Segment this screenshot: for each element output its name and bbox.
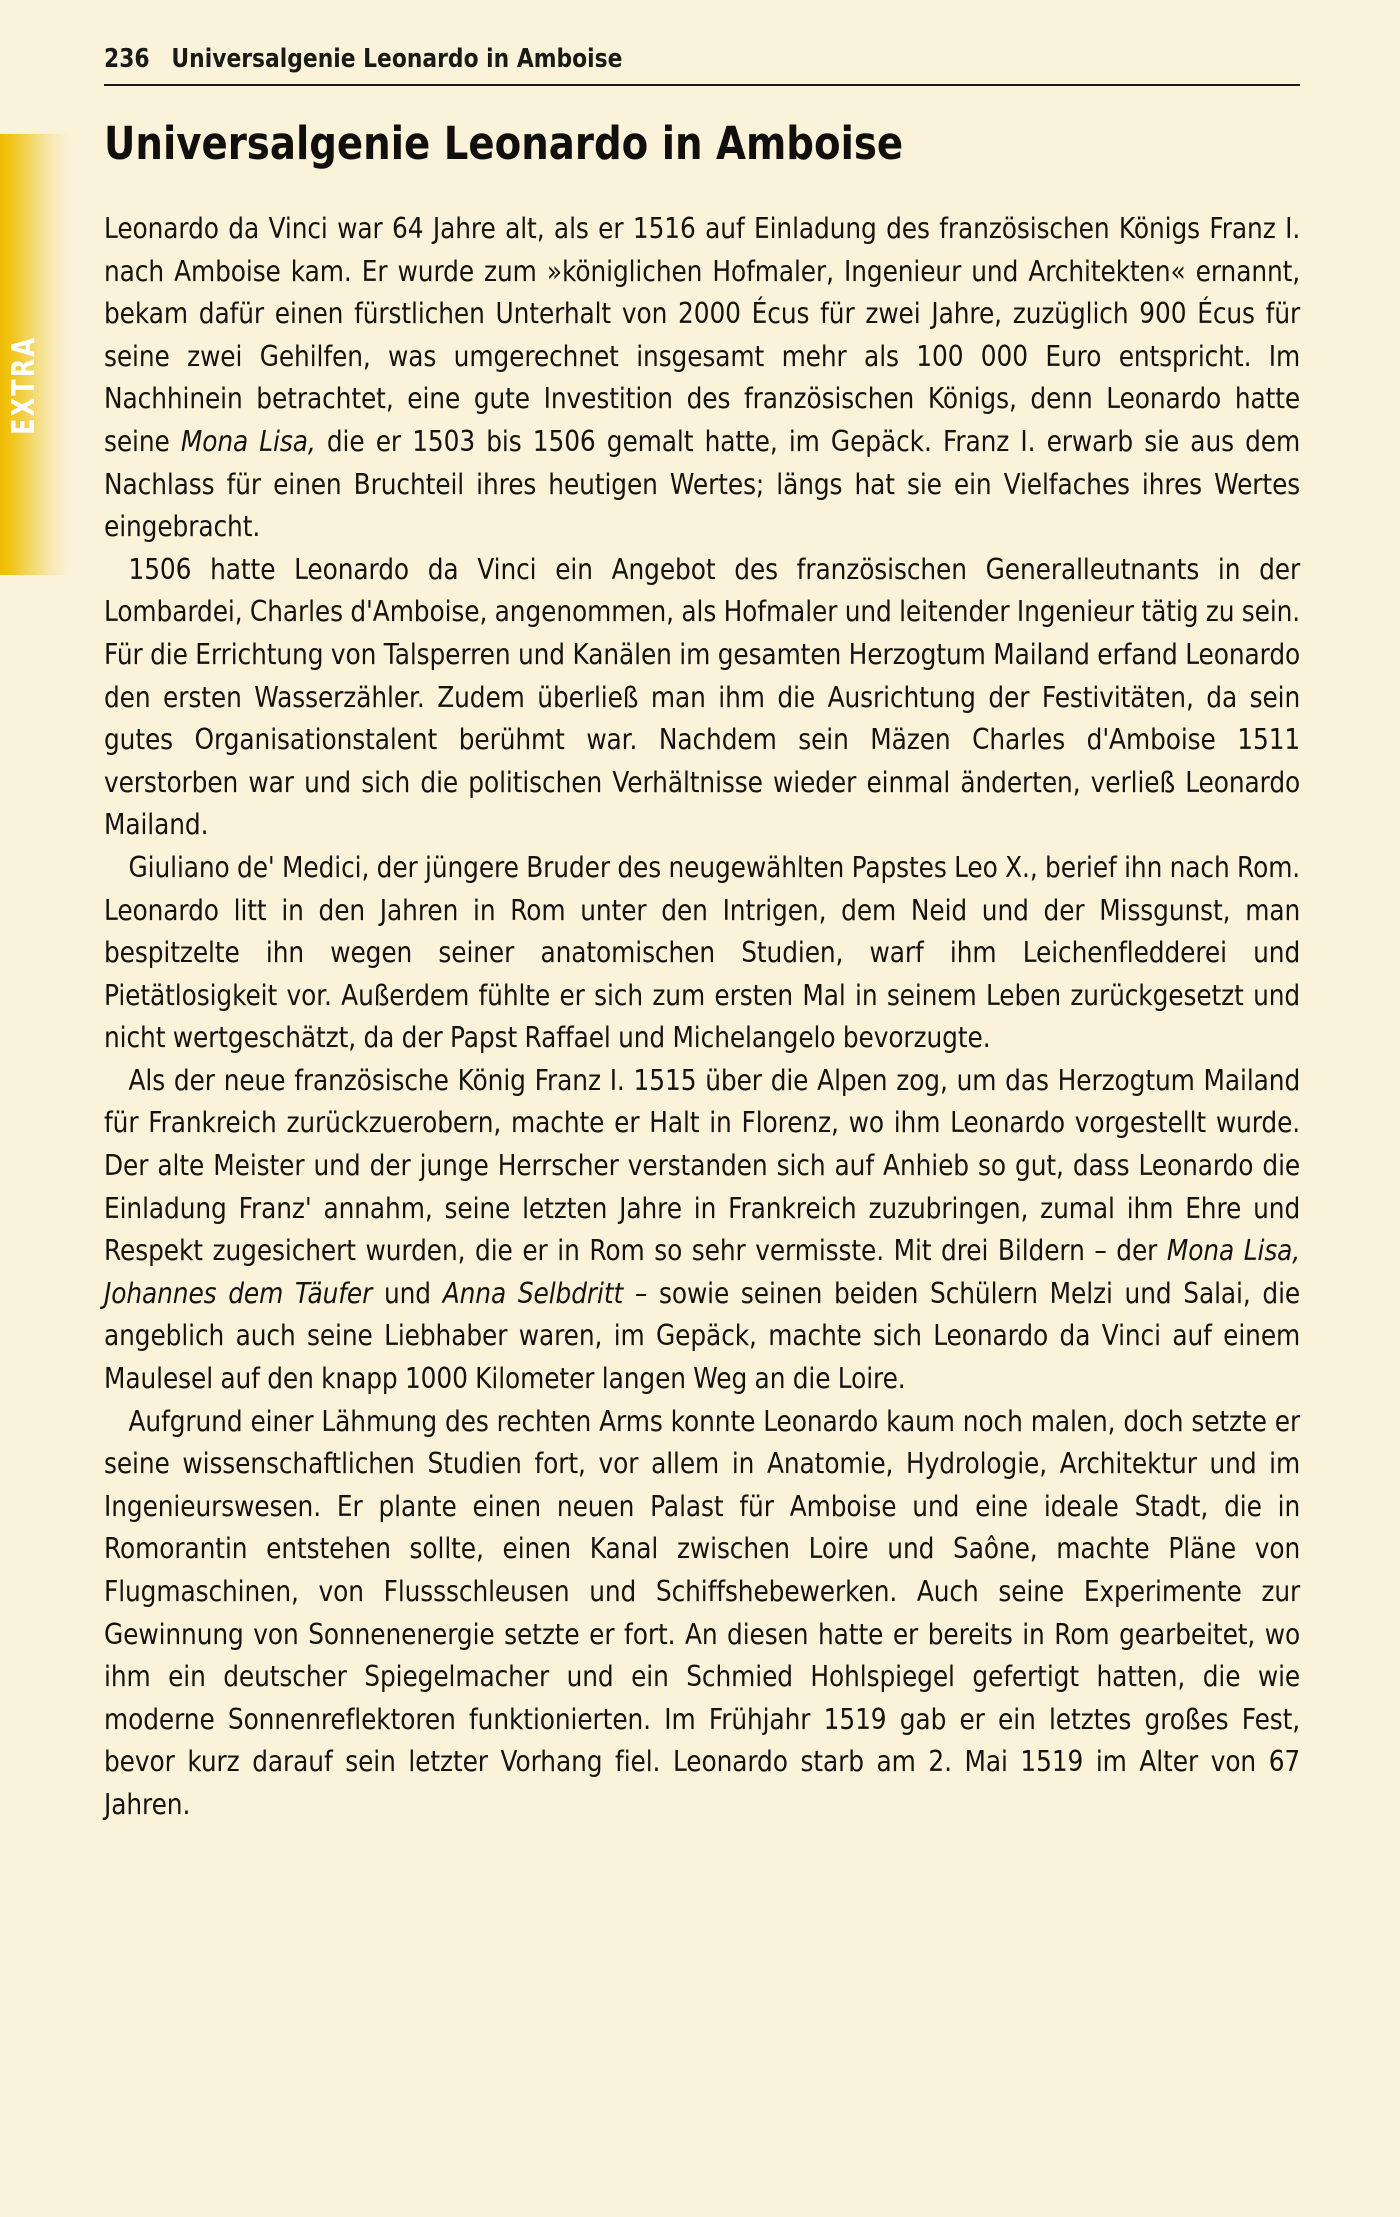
paragraph-1 — [104, 208, 1300, 549]
paragraph-4-part-c: – sowie seinen beiden Schülern Melzi und Salai, die angeblich auch seine Liebhaber waren, im Gepäck, machte sich Leonardo da Vinci auf einem Maulesel auf den knapp 1000 Kilometer langen Weg an die Loire. — [104, 1276, 1301, 1396]
paragraph-3: Giuliano de' Medici, der jüngere Bruder des neugewählten Papstes Leo X., berief ihn nach Rom. Leonardo litt in den Jahren in Rom unter den Intrigen, dem Neid und der Missgunst, man bespitzelte ihn wegen seiner anatomischen Studien, warf ihm Leichenfledderei und Pietätlosigkeit vor. Außerdem fühlte er sich zum ersten Mal in seinem Leben zurückgesetzt und nicht wertgeschätzt, da der Papst Raffael und Michelangelo bevorzugte. — [104, 850, 1301, 1055]
paragraph-1-part-b: die er 1503 bis 1506 gemalt hatte, im Gepäck. Franz I. erwarb sie aus dem Nachlass für einen Bruchteil ihres heutigen Wertes; längs hat sie ein Vielfaches ihres Wertes eingebracht. — [104, 424, 1301, 544]
running-head-row — [104, 44, 1109, 74]
running-head-title: Universalgenie Leonardo in Amboise — [171, 44, 623, 74]
extra-side-tab — [0, 134, 72, 575]
work-title-anna-selbdritt: Anna Selbdritt — [442, 1276, 624, 1310]
paragraph-4-part-b: und — [372, 1276, 443, 1310]
paragraph-5: Aufgrund einer Lähmung des rechten Arms konnte Leonardo kaum noch malen, doch setzte er seine wissenschaftlichen Studien fort, vor allem in Anatomie, Hydrologie, Architektur und im Ingenieurswesen. Er plante einen neuen Palast für Amboise und eine ideale Stadt, die in Romorantin entstehen sollte, einen Kanal zwischen Loire und Saône, machte Pläne von Flugmaschinen, von Flussschleusen und Schiffshebewerken. Auch seine Experimente zur Gewinnung von Sonnenenergie setzte er fort. An diesen hatte er bereits in Rom gearbeitet, wo ihm ein deutscher Spiegelmacher und ein Schmied Hohlspiegel gefertigt hatten, die wie moderne Sonnenreflektoren funktionierten. Im Frühjahr 1519 gab er ein letztes großes Fest, bevor kurz darauf sein letzter Vorhang fiel. Leonardo starb am 2. Mai 1519 im Alter von 67 Jahren. — [104, 1404, 1301, 1821]
paragraph-1-part-a: Leonardo da Vinci war 64 Jahre alt, als er 1516 auf Einladung des französischen Königs Franz I. nach Amboise kam. Er wurde zum »königlichen Hofmaler, Ingenieur und Architekten« ernannt, bekam dafür einen fürstlichen Unterhalt von 2000 Écus für zwei Jahre, zuzüglich 900 Écus für seine zwei Gehilfen, was umgerechnet insgesamt mehr als 100 000 Euro entspricht. Im Nachhinein betrachtet, eine gute Investition des französischen Königs, denn Leonardo hatte seine — [104, 212, 1301, 458]
running-head-rule — [104, 84, 1300, 86]
paragraph-4-part-a: Als der neue französische König Franz I. 1515 über die Alpen zog, um das Herzogtum Mailand für Frankreich zurückzuerobern, machte er Halt in Florenz, wo ihm Leonardo vorgestellt wurde. Der alte Meister und der junge Herrscher verstanden sich auf Anhieb so gut, dass Leonardo die Einladung Franz' annahm, seine letzten Jahre in Frankreich zuzubringen, zumal ihm Ehre und Respekt zugesichert wurden, die er in Rom so sehr vermisste. Mit drei Bildern – der — [104, 1063, 1301, 1268]
page-number: 236 — [104, 44, 150, 74]
extra-side-tab-label: EXTRA — [6, 335, 42, 435]
page-title: Universalgenie Leonardo in Amboise — [104, 117, 904, 171]
paragraph-4 — [104, 1060, 1300, 1401]
body-text-column — [104, 208, 1300, 1827]
work-title-mona-lisa-johannes: Mona Lisa, Johannes dem Täufer — [104, 1234, 1301, 1310]
paragraph-2: 1506 hatte Leonardo da Vinci ein Angebot des französischen Generalleutnants in der Lombardei, Charles d'Amboise, angenommen, als Hofmaler und leitender Ingenieur tätig zu sein. Für die Errichtung von Talsperren und Kanälen im gesamten Herzogtum Mailand erfand Leonardo den ersten Wasserzähler. Zudem überließ man ihm die Ausrichtung der Festivitäten, da sein gutes Organisationstalent berühmt war. Nachdem sein Mäzen Charles d'Amboise 1511 verstorben war und sich die politischen Verhältnisse wieder einmal änderten, verließ Leonardo Mailand. — [104, 552, 1301, 842]
running-head — [104, 44, 1300, 86]
work-title-mona-lisa: Mona Lisa, — [180, 424, 316, 458]
